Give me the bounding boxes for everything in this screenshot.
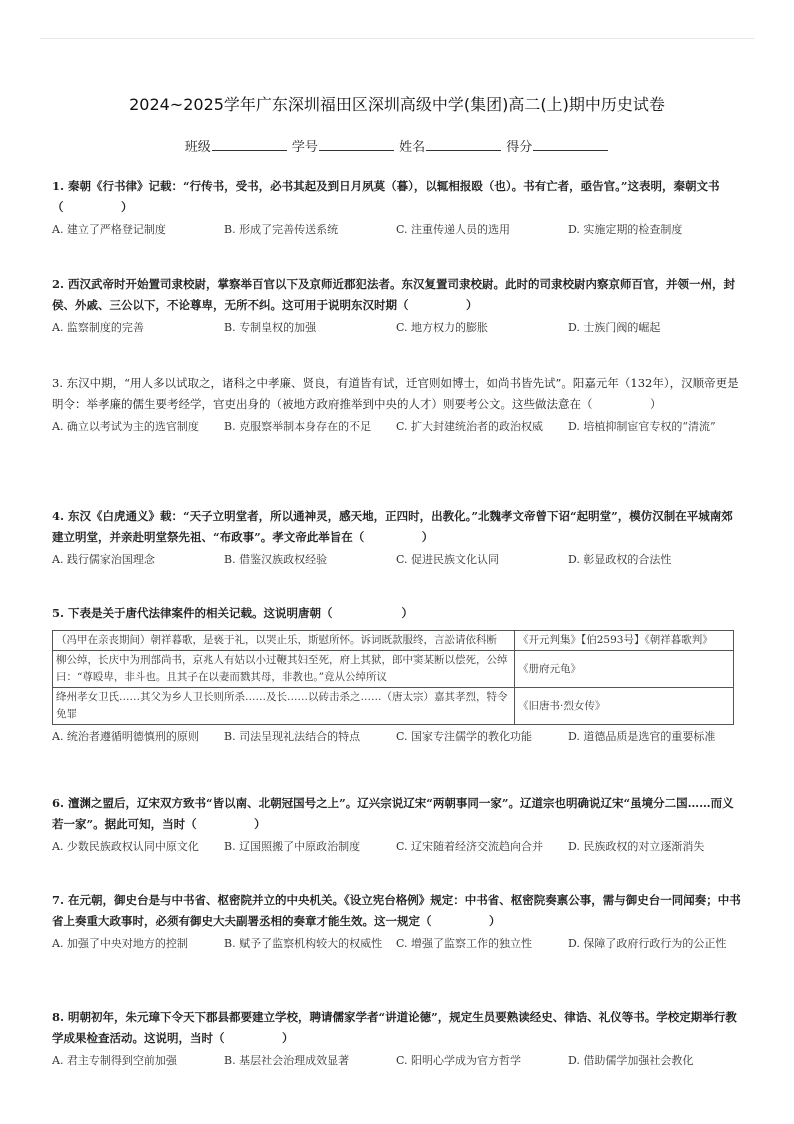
question-3 — [52, 373, 742, 435]
option-b[interactable]: B. 形成了完善传送系统 — [224, 223, 339, 236]
option-a[interactable]: A. 统治者遵循明德慎刑的原则 — [52, 730, 199, 743]
question-stem: 8. 明朝初年，朱元璋下令天下郡县都要建立学校，聘请儒家学者“讲道论德”，规定生员要熟读经史、律诰、礼仪等书。学校定期举行教学成果检查活动。这说明，当时（ ） — [52, 1010, 737, 1045]
table-row — [53, 651, 734, 688]
option-b[interactable]: B. 司法呈现礼法结合的特点 — [224, 730, 361, 743]
question-stem: 6. 澶渊之盟后，辽宋双方致书“皆以南、北朝冠国号之上”。辽兴宗说辽宋“两朝事同一家”。辽道宗也明确说辽宋“虽境分二国……而义若一家”。据此可知，当时（ ） — [52, 796, 734, 831]
question-7 — [52, 890, 742, 952]
question-8 — [52, 1007, 742, 1069]
table-row — [53, 631, 734, 651]
option-a[interactable]: A. 君主专制得到空前加强 — [52, 1054, 177, 1067]
option-a[interactable]: A. 确立以考试为主的选官制度 — [52, 420, 199, 433]
table-cell: （冯甲在亲丧期间）朝祥暮歌，是亵于礼，以哭止乐，斯慰所怀。诉词既款服终，言訟请依科断 — [53, 631, 515, 651]
option-c[interactable]: C. 阳明心学成为官方哲学 — [396, 1054, 522, 1067]
question-5 — [52, 603, 742, 745]
option-c[interactable]: C. 地方权力的膨胀 — [396, 321, 489, 334]
option-d[interactable]: D. 民族政权的对立逐渐消失 — [568, 840, 705, 853]
option-list — [52, 419, 742, 435]
option-c[interactable]: C. 辽宋随着经济交流趋向合并 — [396, 840, 544, 853]
score-label: 得分 — [506, 140, 533, 155]
question-stem: 5. 下表是关于唐代法律案件的相关记载。这说明唐朝（ ） — [52, 606, 414, 620]
option-c[interactable]: C. 增强了监察工作的独立性 — [396, 937, 533, 950]
table-cell: 《开元判集》【伯2593号】《朝祥暮歌判》 — [515, 631, 734, 651]
page-title: 2024~2025学年广东深圳福田区深圳高级中学(集团)高二(上)期中历史试卷 — [129, 95, 665, 114]
option-b[interactable]: B. 赋予了监察机构较大的权威性 — [224, 937, 383, 950]
option-list — [52, 936, 742, 952]
option-c[interactable]: C. 促进民族文化认同 — [396, 553, 500, 566]
class-label: 班级 — [184, 140, 211, 155]
table-row — [53, 688, 734, 725]
table-cell: 《册府元龟》 — [515, 651, 734, 688]
question-stem: 3. 东汉中期，“用人多以试取之，诸科之中孝廉、贤良，有道皆有试，迁官则如博士，如尚书皆先试”。阳嘉元年（132年），汉顺帝更是明令：举孝廉的儒生要考经学，官吏出身的（被地方政府推举到中央的人才）则要考公文。这些做法意在（ ） — [52, 376, 739, 411]
option-d[interactable]: D. 彰显政权的合法性 — [568, 553, 672, 566]
case-table — [52, 630, 734, 725]
question-1 — [52, 176, 742, 238]
option-d[interactable]: D. 培植抑制宦官专权的“清流” — [568, 420, 716, 433]
option-list — [52, 320, 742, 336]
option-b[interactable]: B. 基层社会治理成效显著 — [224, 1054, 350, 1067]
option-a[interactable]: A. 践行儒家治国理念 — [52, 553, 155, 566]
number-blank[interactable] — [319, 138, 394, 151]
option-d[interactable]: D. 道德品质是选官的重要标准 — [568, 730, 716, 743]
question-stem: 2. 西汉武帝时开始置司隶校尉，掌察举百官以下及京师近郡犯法者。东汉复置司隶校尉。此时的司隶校尉内察京师百官，并领一州，封侯、外戚、三公以下，不论尊卑，无所不纠。这可用于说明东汉时期（ ） — [52, 277, 736, 312]
table-cell: 《旧唐书·烈女传》 — [515, 688, 734, 725]
option-b[interactable]: B. 专制皇权的加强 — [224, 321, 317, 334]
option-b[interactable]: B. 辽国照搬了中原政治制度 — [224, 840, 361, 853]
option-c[interactable]: C. 扩大封建统治者的政治权威 — [396, 420, 544, 433]
option-b[interactable]: B. 借鉴汉族政权经验 — [224, 553, 328, 566]
name-label: 姓名 — [399, 140, 426, 155]
option-b[interactable]: B. 克服察举制本身存在的不足 — [224, 420, 372, 433]
option-d[interactable]: D. 士族门阀的崛起 — [568, 321, 661, 334]
option-a[interactable]: A. 加强了中央对地方的控制 — [52, 937, 188, 950]
question-stem: 7. 在元朝，御史台是与中书省、枢密院并立的中央机关。《设立宪台格例》规定：中书省、枢密院奏禀公事，需与御史台一同闻奏；中书省上奏重大政事时，必须有御史大夫副署丞相的奏章才能生效。这一规定（ ） — [52, 893, 741, 928]
option-a[interactable]: A. 监察制度的完善 — [52, 321, 144, 334]
class-blank[interactable] — [212, 138, 287, 151]
option-list — [52, 1053, 742, 1069]
option-d[interactable]: D. 保障了政府行政行为的公正性 — [568, 937, 727, 950]
option-d[interactable]: D. 借助儒学加强社会教化 — [568, 1054, 694, 1067]
option-list — [52, 729, 742, 745]
option-c[interactable]: C. 国家专注儒学的教化功能 — [396, 730, 533, 743]
option-list — [52, 222, 742, 238]
question-4 — [52, 506, 742, 568]
table-cell: 绛州孝女卫氏……其父为乡人卫长则所杀……及长……以砖击杀之……（唐太宗）嘉其孝烈，特令免罪 — [53, 688, 515, 725]
student-info-line — [0, 136, 794, 155]
question-stem: 4. 东汉《白虎通义》载：“天子立明堂者，所以通神灵，感天地，正四时，出教化。”北魏孝文帝曾下诏“起明堂”，模仿汉制在平城南郊建立明堂，并亲赴明堂祭先祖、“布政事”。孝文帝此举旨在（ ） — [52, 509, 733, 544]
option-list — [52, 839, 742, 855]
number-label: 学号 — [291, 140, 318, 155]
option-list — [52, 552, 742, 568]
score-blank[interactable] — [533, 138, 608, 151]
top-divider — [40, 38, 754, 39]
option-a[interactable]: A. 建立了严格登记制度 — [52, 223, 166, 236]
option-a[interactable]: A. 少数民族政权认同中原文化 — [52, 840, 199, 853]
table-cell: 柳公绰，长庆中为刑部尚书，京兆人有姑以小过鞭其妇至死，府上其狱，郎中窦某断以偿死，公绰曰：“尊殴卑，非斗也。且其子在以妻而戮其母，非教也。”竟从公绰所议 — [53, 651, 515, 688]
question-6 — [52, 793, 742, 855]
name-blank[interactable] — [426, 138, 501, 151]
option-d[interactable]: D. 实施定期的检查制度 — [568, 223, 683, 236]
question-stem: 1. 秦朝《行书律》记载：“行传书，受书，必书其起及到日月夙莫（暮），以辄相报殴（也）。书有亡者，亟告官。”这表明，秦朝文书（ ） — [52, 179, 720, 214]
question-2 — [52, 274, 742, 336]
option-c[interactable]: C. 注重传递人员的选用 — [396, 223, 511, 236]
